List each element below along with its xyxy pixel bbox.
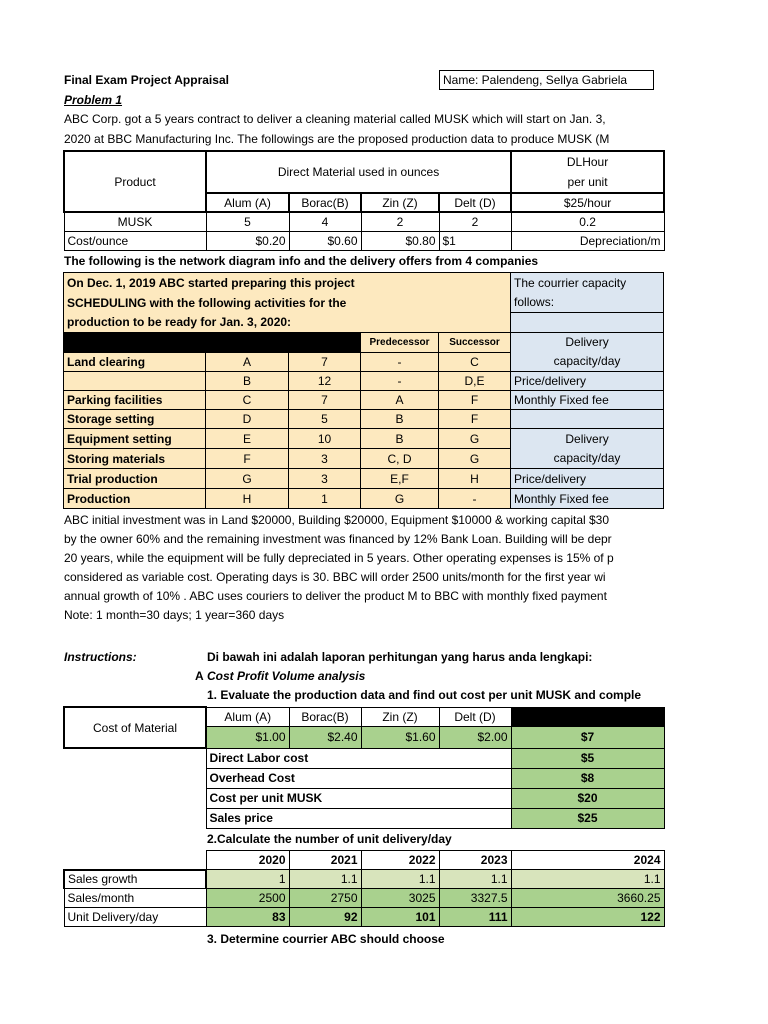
- overhead-value: $8: [511, 768, 664, 788]
- paragraph-line-2: by the owner 60% and the remaining investment was financed by 12% Bank Loan. Building will be depr: [64, 532, 612, 546]
- student-name: Name: Palendeng, Sellya Gabriela: [443, 73, 628, 87]
- courier-line-2: follows:: [511, 293, 664, 313]
- dlh-rate: $25/hour: [511, 193, 664, 212]
- cost-per-unit-label: Cost per unit MUSK: [206, 788, 511, 808]
- sheet-title: Final Exam Project Appraisal: [64, 73, 229, 87]
- cost-borac-value: $2.40: [289, 726, 361, 748]
- product-header: Product: [64, 151, 206, 212]
- cost-ounce-label: Cost/ounce: [64, 231, 206, 250]
- courier-fee-2: Monthly Fixed fee: [511, 489, 664, 509]
- sales-price-value: $25: [511, 808, 664, 828]
- year-2024: 2024: [511, 851, 664, 870]
- year-2020: 2020: [206, 851, 289, 870]
- delivery-capacity-2: Delivery capacity/day: [511, 429, 664, 469]
- depreciation-label: Depreciation/m: [511, 231, 664, 250]
- unit-delivery-row: Unit Delivery/day 83 92 101 111 122: [64, 908, 664, 927]
- section-a: A Cost Profit Volume analysis: [195, 669, 366, 683]
- section-a-title: Cost Profit Volume analysis: [207, 669, 366, 683]
- musk-dlh: 0.2: [511, 212, 664, 231]
- paragraph-line-3: 20 years, while the equipment will be fully depreciated in 5 years. Other operating expenses is 15% of p: [64, 551, 614, 565]
- cost-table: [63, 706, 665, 829]
- courier-fee-1: Monthly Fixed fee: [511, 391, 664, 410]
- cost-delt-value: $2.00: [439, 726, 511, 748]
- cost-zin: $0.80: [361, 231, 439, 250]
- question-2: 2.Calculate the number of unit delivery/day: [207, 832, 452, 846]
- material-table: [63, 150, 665, 251]
- schedule-row-h: Production H 1 G - Monthly Fixed fee: [64, 489, 664, 509]
- musk-alum: 5: [206, 212, 289, 231]
- paragraph-line-5: annual growth of 10% . ABC uses couriers to deliver the product M to BBC with monthly fixed payment: [64, 589, 607, 603]
- question-1: 1. Evaluate the production data and find out cost per unit MUSK and comple: [207, 688, 642, 702]
- question-3: 3. Determine courrier ABC should choose: [207, 932, 445, 946]
- overhead-label: Overhead Cost: [206, 768, 511, 788]
- courier-line-1: The courrier capacity: [511, 273, 664, 293]
- courier-price-1: Price/delivery: [511, 372, 664, 391]
- year-2021: 2021: [289, 851, 361, 870]
- schedule-row-c: Parking facilities C 7 A F Monthly Fixed fee: [64, 391, 664, 410]
- musk-delt: 2: [439, 212, 511, 231]
- successor-header: Successor: [439, 333, 511, 353]
- schedule-row-g: Trial production G 3 E,F H Price/delivery: [64, 469, 664, 489]
- cost-material-total: $7: [511, 726, 664, 748]
- sales-table: [63, 850, 665, 927]
- cost-header-black: [511, 707, 664, 726]
- courier-price-2: Price/delivery: [511, 469, 664, 489]
- sales-price-label: Sales price: [206, 808, 511, 828]
- paragraph-note: Note: 1 month=30 days; 1 year=360 days: [64, 608, 285, 622]
- cost-delt: $1: [439, 231, 511, 250]
- cost-col-delt: Delt (D): [439, 707, 511, 726]
- cost-of-material-label: Cost of Material: [64, 707, 206, 748]
- col-alum: Alum (A): [206, 193, 289, 212]
- instructions-text: Di bawah ini adalah laporan perhitungan yang harus anda lengkapi:: [207, 650, 593, 664]
- cost-col-zin: Zin (Z): [361, 707, 439, 726]
- sales-growth-row: Sales growth 1 1.1 1.1 1.1 1.1: [64, 870, 664, 889]
- sales-month-row: Sales/month 2500 2750 3025 3327.5 3660.25: [64, 889, 664, 908]
- dlh-header: DLHour per unit: [511, 151, 664, 193]
- musk-borac: 4: [289, 212, 361, 231]
- intro-line-2: 2020 at BBC Manufacturing Inc. The followings are the proposed production data to produce MUSK (M: [64, 132, 610, 146]
- schedule-line-3: production to be ready for Jan. 3, 2020:: [64, 313, 511, 333]
- schedule-table: [63, 272, 664, 509]
- direct-labor-value: $5: [511, 748, 664, 768]
- year-2022: 2022: [361, 851, 439, 870]
- cost-col-alum: Alum (A): [206, 707, 289, 726]
- musk-label: MUSK: [64, 212, 206, 231]
- schedule-header-blank: [64, 333, 206, 353]
- problem-heading: Problem 1: [64, 93, 123, 107]
- instructions-label: Instructions:: [64, 650, 137, 664]
- col-delt: Delt (D): [439, 193, 511, 212]
- cost-zin-value: $1.60: [361, 726, 439, 748]
- cost-alum-value: $1.00: [206, 726, 289, 748]
- paragraph-line-1: ABC initial investment was in Land $20000, Building $20000, Equipment $10000 & working capital $30: [64, 513, 610, 527]
- cost-per-unit-value: $20: [511, 788, 664, 808]
- network-intro: The following is the network diagram info and the delivery offers from 4 companies: [64, 254, 539, 268]
- col-zin: Zin (Z): [361, 193, 439, 212]
- schedule-row-f: Storing materials F 3 C, D G: [64, 449, 664, 469]
- schedule-line-2: SCHEDULING with the following activities for the: [64, 293, 511, 313]
- intro-line-1: ABC Corp. got a 5 years contract to deliver a cleaning material called MUSK which will start on Jan. 3,: [64, 112, 606, 126]
- musk-zin: 2: [361, 212, 439, 231]
- year-2023: 2023: [439, 851, 511, 870]
- courier-blank: [511, 313, 664, 333]
- cost-alum: $0.20: [206, 231, 289, 250]
- schedule-row-a: Land clearing A 7 - C: [64, 353, 664, 372]
- paragraph-line-4: considered as variable cost. Operating days is 30. BBC will order 2500 units/month for the first year wi: [64, 570, 606, 584]
- direct-material-header: Direct Material used in ounces: [206, 151, 511, 193]
- direct-labor-label: Direct Labor cost: [206, 748, 511, 768]
- student-name-box: [439, 70, 654, 90]
- schedule-row-b: B 12 - D,E Price/delivery: [64, 372, 664, 391]
- schedule-row-d: Storage setting D 5 B F: [64, 410, 664, 429]
- cost-borac: $0.60: [289, 231, 361, 250]
- col-borac: Borac(B): [289, 193, 361, 212]
- predecessor-header: Predecessor: [361, 333, 439, 353]
- delivery-capacity-1: Delivery capacity/day: [511, 333, 664, 372]
- schedule-line-1: On Dec. 1, 2019 ABC started preparing this project: [64, 273, 511, 293]
- cost-col-borac: Borac(B): [289, 707, 361, 726]
- schedule-row-e: Equipment setting E 10 B G Delivery capacity/day: [64, 429, 664, 449]
